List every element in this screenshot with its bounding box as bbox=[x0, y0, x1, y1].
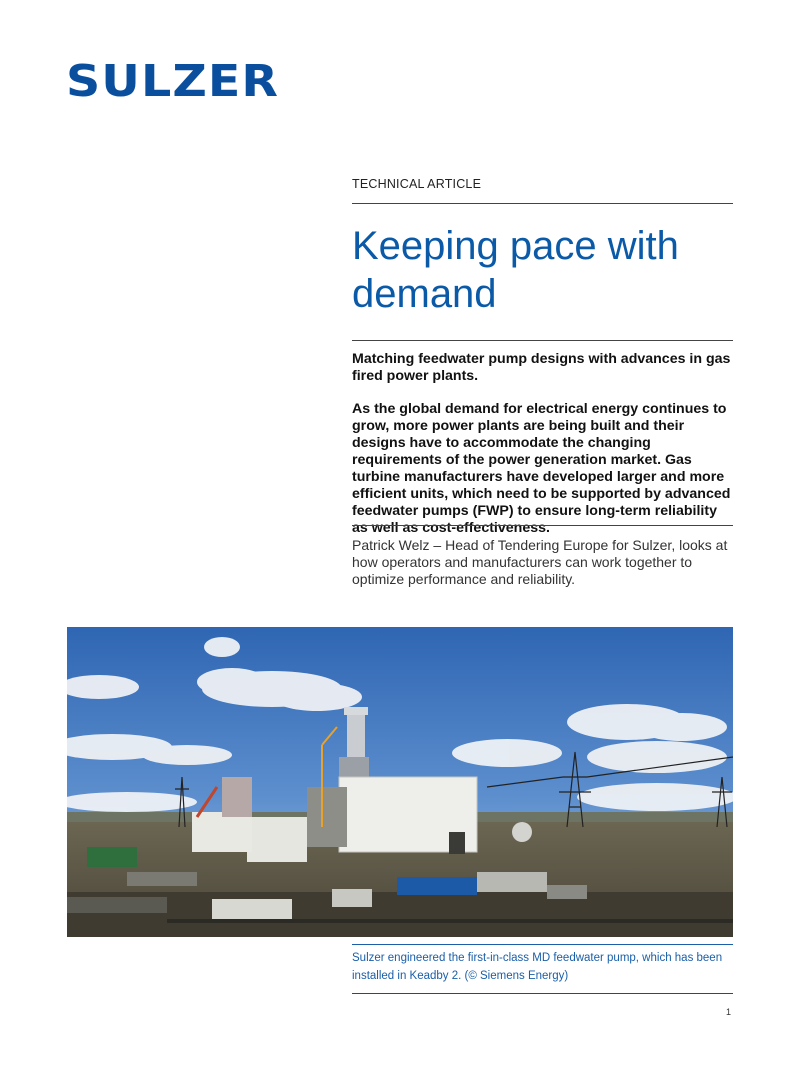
article-title bbox=[352, 222, 733, 318]
power-plant-photo bbox=[67, 627, 733, 937]
title-line-2: demand bbox=[352, 272, 497, 316]
divider-caption-top bbox=[352, 944, 733, 945]
page-number: 1 bbox=[726, 1007, 732, 1017]
article-intro: As the global demand for electrical energy continues to grow, more power plants are being built and their designs have to accommodate the changing requirements of the power generation market. Gas turbine manufacturers have developed larger and more efficient units, which need to be supported by advanced feedwater pumps (FWP) to ensure long-term reliability as well as cost-effectiveness. bbox=[352, 401, 731, 536]
figure-caption: Sulzer engineered the first-in-class MD feedwater pump, which has been installed in Keadby 2. (© Siemens Energy) bbox=[352, 952, 723, 982]
article-byline: Patrick Welz – Head of Tendering Europe for Sulzer, looks at how operators and manufacturers can work together to optimize performance and reliability. bbox=[352, 537, 728, 587]
article-lead: Matching feedwater pump designs with advances in gas fired power plants. bbox=[352, 351, 731, 384]
divider-top bbox=[352, 203, 733, 204]
title-line-1: Keeping pace with bbox=[352, 224, 679, 268]
divider-caption-bottom bbox=[352, 993, 733, 994]
divider-title bbox=[352, 340, 733, 341]
divider-intro bbox=[352, 525, 733, 526]
sulzer-logo: SULZER bbox=[66, 56, 280, 107]
article-kicker: TECHNICAL ARTICLE bbox=[352, 177, 482, 191]
